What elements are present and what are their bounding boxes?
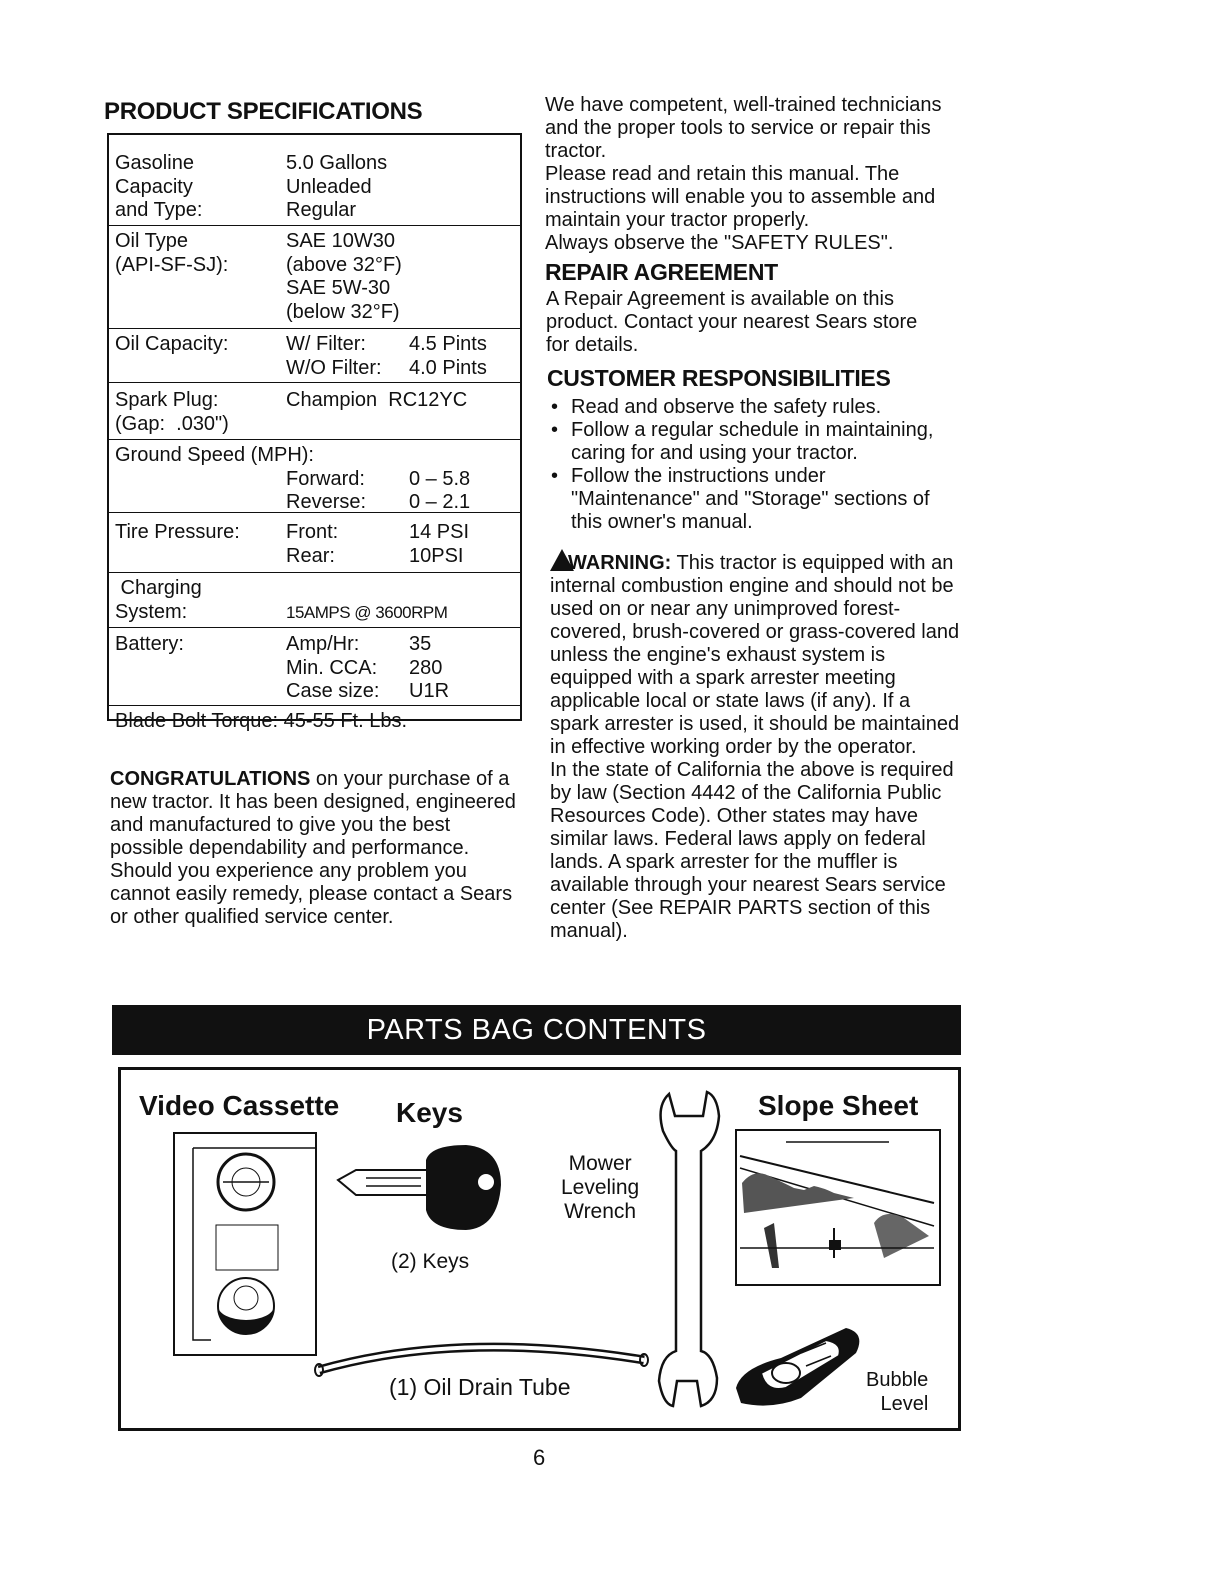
spec-value: Amp/Hr: Min. CCA: Case size: [286, 633, 380, 702]
list-item: • Follow a regular schedule in maintaining, caring for and using your tractor. [547, 419, 957, 465]
spec-value: 5.0 Gallons Unleaded Regular [286, 152, 388, 221]
spec-row-gasoline [109, 135, 520, 226]
spec-row-charging [109, 572, 520, 628]
warning-label: WARNING: [568, 552, 672, 574]
congratulations-lead: CONGRATULATIONS [110, 768, 311, 790]
parts-bag-banner: PARTS BAG CONTENTS [112, 1005, 961, 1055]
bubble-level-label: Bubble Level [866, 1369, 929, 1415]
spec-label: Tire Pressure: [115, 521, 240, 543]
spec-value: SAE 10W30 (above 32°F) SAE 5W-30 (below 32°F) [286, 230, 402, 323]
oil-drain-tube-label: (1) Oil Drain Tube [389, 1374, 571, 1400]
page-number: 6 [533, 1445, 546, 1470]
spec-row-tire-pressure [109, 512, 520, 573]
spec-label: Spark Plug: (Gap: .030") [115, 389, 229, 435]
spec-label: Charging System: [115, 577, 202, 623]
spec-row-spark-plug [109, 382, 520, 440]
warning-text: This tractor is equipped with an internal combustion engine and should not be used on or near any unimproved forest-covered, brush-covered or grass-covered land unless the engine's exhaust system is equipped with a spark arrester meeting applicable local or state laws (if any). If a spark arrester is used, it should be maintained in effective working order by the operator. [550, 552, 960, 758]
customer-responsibilities-list [547, 396, 957, 534]
key-icon [336, 1140, 511, 1235]
product-specifications-heading: PRODUCT SPECIFICATIONS [104, 98, 423, 125]
spec-value: Forward: Reverse: [286, 467, 367, 513]
spec-row-oil-capacity [109, 328, 520, 383]
video-cassette-icon [171, 1130, 321, 1358]
congratulations-text: on your purchase of a new tractor. It has been designed, engineered and manufactured to give you the best possible dependability and performance. [110, 768, 516, 859]
spec-label: Ground Speed (MPH): [115, 444, 314, 466]
list-item: • Follow the instructions under "Maintenance" and "Storage" sections of this owner's manual. [547, 465, 957, 534]
intro-section [545, 94, 945, 255]
spec-row-battery [109, 627, 520, 706]
product-specifications-table [107, 133, 522, 732]
keys-label: (2) Keys [391, 1250, 470, 1273]
spec-row-blade-bolt [109, 705, 520, 745]
congratulations-text2: Should you experience any problem you cannot easily remedy, please contact a Sears or other qualified service center. [110, 860, 513, 928]
wrench-label: Mower Leveling Wrench [561, 1152, 640, 1223]
spec-extra: 4.5 Pints 4.0 Pints [409, 333, 487, 379]
spec-label: Blade Bolt Torque: 45-55 Ft. Lbs. [115, 710, 408, 732]
spec-extra: 14 PSI 10PSI [409, 521, 470, 567]
video-cassette-title: Video Cassette [139, 1090, 340, 1121]
intro-p3: Always observe the "SAFETY RULES". [545, 232, 894, 254]
spec-label: Oil Capacity: [115, 333, 229, 355]
spec-value: W/ Filter: W/O Filter: [286, 333, 382, 379]
bubble-level-icon [731, 1318, 871, 1413]
spec-row-oil-type [109, 225, 520, 329]
customer-responsibilities-heading: CUSTOMER RESPONSIBILITIES [547, 365, 891, 391]
slope-sheet-title: Slope Sheet [758, 1090, 919, 1121]
spec-value: Champion RC12YC [286, 389, 468, 411]
wrench-icon [651, 1086, 726, 1411]
spec-extra: 0 – 5.8 0 – 2.1 [409, 467, 471, 513]
congratulations-section [110, 768, 520, 929]
spec-label: Battery: [115, 633, 184, 655]
warning-text2: In the state of California the above is required by law (Section 4442 of the California Public Resources Code). Other states may have similar laws. Federal laws apply on federal lands. A spark arrester for the muffler is available through your nearest Sears service center (See REPAIR PARTS section of this manual). [550, 759, 954, 942]
keys-title: Keys [396, 1097, 463, 1128]
spec-value: Front: Rear: [286, 521, 339, 567]
spec-extra: 35 280 U1R [409, 633, 450, 702]
spec-label: Oil Type (API-SF-SJ): [115, 230, 229, 276]
repair-agreement-text: A Repair Agreement is available on this product. Contact your nearest Sears store for details. [546, 288, 918, 356]
slope-sheet-icon [734, 1128, 944, 1288]
list-item: • Read and observe the safety rules. [547, 396, 957, 419]
repair-agreement-heading: REPAIR AGREEMENT [545, 259, 778, 285]
spec-label: Gasoline Capacity and Type: [115, 152, 203, 221]
spec-row-ground-speed [109, 439, 520, 513]
parts-bag-contents [118, 1067, 961, 1431]
intro-p2: Please read and retain this manual. The instructions will enable you to assemble and maintain your tractor properly. [545, 163, 936, 231]
warning-section [550, 549, 960, 943]
intro-p1: We have competent, well-trained technicians and the proper tools to service or repair this tractor. [545, 94, 942, 162]
spec-value: 15AMPS @ 3600RPM [286, 602, 448, 622]
